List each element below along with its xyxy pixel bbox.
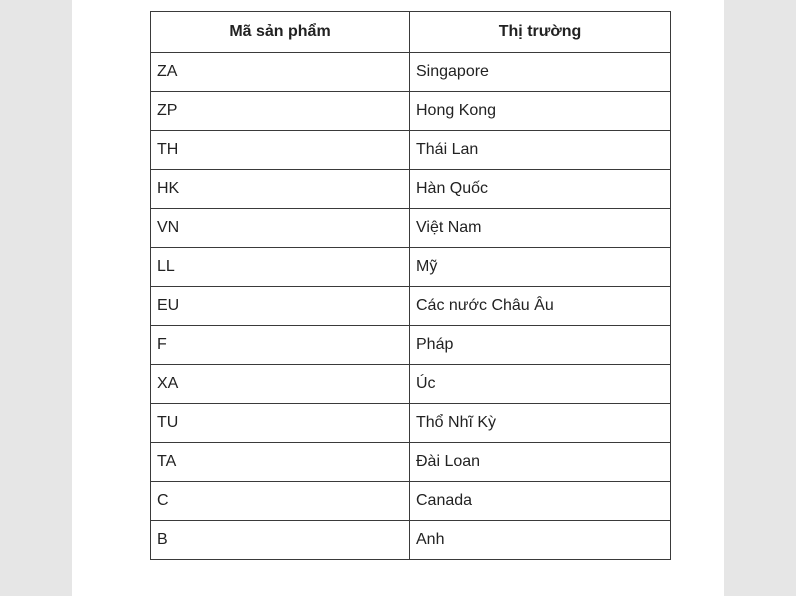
table-row	[151, 209, 671, 248]
table-row	[151, 404, 671, 443]
table-row	[151, 365, 671, 404]
header-market: Thị trường	[410, 12, 671, 53]
table-header-row	[151, 12, 671, 53]
cell-product-code: F	[151, 326, 410, 365]
header-product-code: Mã sản phẩm	[151, 12, 410, 53]
cell-market: Canada	[410, 482, 671, 521]
cell-market: Anh	[410, 521, 671, 560]
cell-product-code: C	[151, 482, 410, 521]
cell-market: Đài Loan	[410, 443, 671, 482]
cell-market: Pháp	[410, 326, 671, 365]
cell-market: Úc	[410, 365, 671, 404]
table-row	[151, 131, 671, 170]
product-market-table	[150, 11, 671, 560]
table-row	[151, 92, 671, 131]
cell-market: Hong Kong	[410, 92, 671, 131]
table-row	[151, 482, 671, 521]
cell-product-code: EU	[151, 287, 410, 326]
table-row	[151, 287, 671, 326]
cell-market: Hàn Quốc	[410, 170, 671, 209]
cell-product-code: TU	[151, 404, 410, 443]
table-row	[151, 170, 671, 209]
table-row	[151, 521, 671, 560]
cell-market: Các nước Châu Âu	[410, 287, 671, 326]
cell-market: Thái Lan	[410, 131, 671, 170]
table-row	[151, 53, 671, 92]
cell-market: Singapore	[410, 53, 671, 92]
cell-product-code: VN	[151, 209, 410, 248]
cell-product-code: TH	[151, 131, 410, 170]
table-row	[151, 326, 671, 365]
table-row	[151, 443, 671, 482]
cell-market: Việt Nam	[410, 209, 671, 248]
cell-market: Mỹ	[410, 248, 671, 287]
cell-product-code: HK	[151, 170, 410, 209]
document-page	[72, 0, 724, 596]
cell-product-code: B	[151, 521, 410, 560]
table-row	[151, 248, 671, 287]
cell-product-code: XA	[151, 365, 410, 404]
cell-product-code: ZP	[151, 92, 410, 131]
cell-product-code: TA	[151, 443, 410, 482]
cell-product-code: LL	[151, 248, 410, 287]
cell-market: Thổ Nhĩ Kỳ	[410, 404, 671, 443]
cell-product-code: ZA	[151, 53, 410, 92]
